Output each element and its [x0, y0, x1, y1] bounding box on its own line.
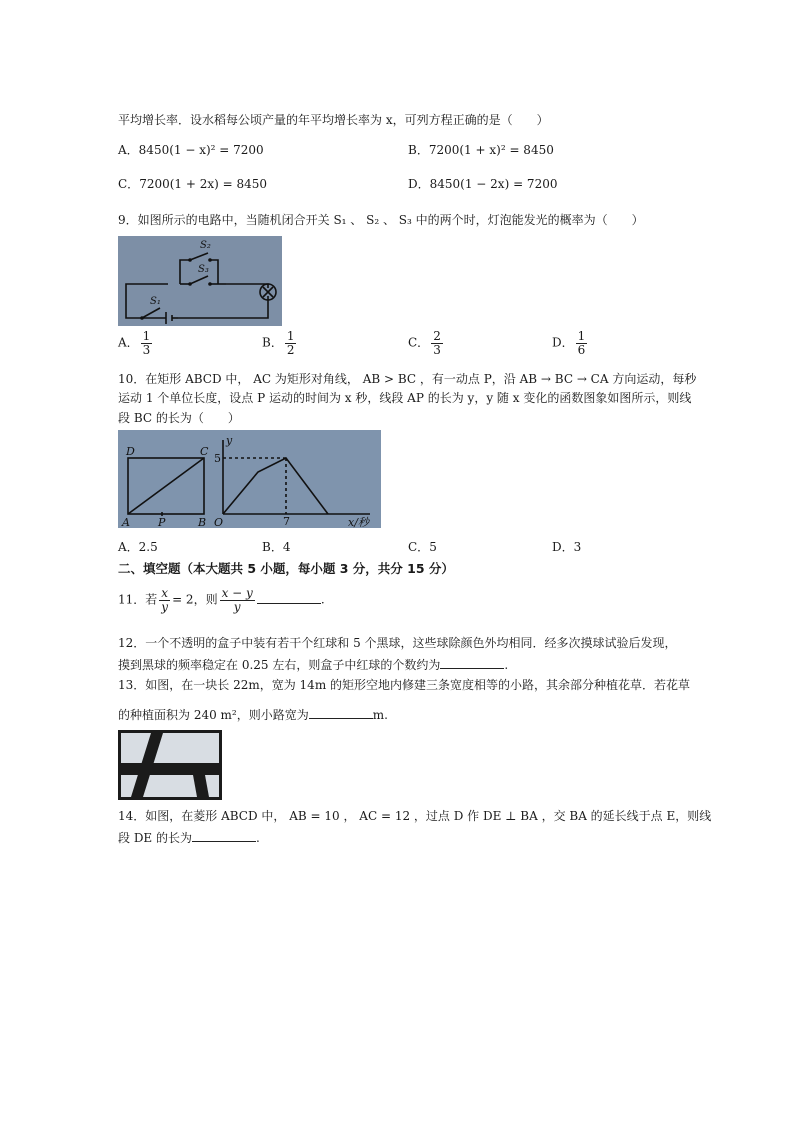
q12-answer-blank[interactable] — [440, 656, 504, 669]
rectangle-and-graph — [118, 430, 381, 528]
q10-option-c[interactable] — [408, 538, 437, 555]
q8-option-b[interactable] — [408, 141, 554, 158]
q11-answer-blank[interactable] — [257, 591, 321, 604]
option-fraction: $\frac{1}{3}$ — [142, 329, 151, 357]
q9-option-a[interactable] — [118, 330, 154, 356]
label-y-axis: y — [226, 434, 233, 447]
option-label: B． — [262, 540, 283, 554]
option-label: A． — [118, 143, 139, 157]
option-fraction: $\frac{1}{2}$ — [286, 329, 295, 357]
circuit-figure — [118, 236, 282, 326]
q12-line2-text: 摸到黑球的频率稳定在 0.25 左右，则盒子中红球的个数约为 — [118, 658, 441, 672]
option-label: C． — [408, 335, 430, 350]
option-text: 4 — [282, 540, 291, 554]
s2-label: S₂ — [200, 240, 211, 251]
q10-stem-line1: 10．在矩形 ABCD 中， AC 为矩形对角线， AB > BC ，有一动点 P，沿 AB → BC → CA 方向运动，每秒 — [118, 372, 697, 386]
q9-option-b[interactable] — [262, 330, 298, 356]
label-b: B — [198, 516, 207, 528]
q10-option-d[interactable] — [552, 538, 581, 555]
label-c: C — [200, 445, 209, 458]
option-text: 3 — [573, 540, 582, 554]
q8-stem-continuation: 平均增长率．设水稻每公顷产量的年平均增长率为 x，可列方程正确的是（ ） — [118, 113, 549, 127]
option-text: 5 — [429, 540, 437, 554]
option-label: D． — [408, 177, 430, 191]
q10-stem-line3: 段 BC 的长为（ ） — [118, 411, 240, 425]
q12-line1: 12．一个不透明的盒子中装有若干个红球和 5 个黑球，这些球除颜色外均相同．经多次摸球试验后发现， — [118, 636, 677, 650]
option-label: D． — [552, 335, 574, 350]
q8-option-c[interactable] — [118, 175, 267, 192]
fraction-x-over-y: $\frac{x}{y}$ — [161, 586, 169, 614]
q8-option-d[interactable] — [408, 175, 557, 192]
label-tick-7: 7 — [283, 515, 290, 528]
option-text: 2.5 — [138, 540, 158, 554]
q11 — [118, 587, 325, 613]
q14-line2 — [118, 829, 260, 846]
s1-label: S₁ — [150, 296, 161, 307]
q12-period: . — [504, 658, 509, 672]
option-text: 8450(1 − x)² = 7200 — [138, 143, 264, 157]
label-tick-5: 5 — [214, 452, 221, 465]
q9-option-c[interactable] — [408, 330, 445, 356]
s3-label: S₃ — [198, 264, 209, 275]
option-text: 8450(1 − 2x) = 7200 — [429, 177, 558, 191]
q9-option-d[interactable] — [552, 330, 589, 356]
q10-stem-line2: 运动 1 个单位长度，设点 P 运动的时间为 x 秒，线段 AP 的长为 y，y 随 x 变化的函数图象如图所示，则线 — [118, 391, 692, 405]
q14-line1: 14．如图，在菱形 ABCD 中， AB = 10 ， AC = 12 ，过点 D 作 DE ⊥ BA ，交 BA 的延长线于点 E，则线 — [118, 809, 712, 823]
q13-line1: 13．如图，在一块长 22m，宽为 14m 的矩形空地内修建三条宽度相等的小路，其余部分种植花草．若花草 — [118, 678, 691, 692]
paths-diagram — [121, 733, 219, 797]
option-text: 7200(1 + 2x) = 8450 — [139, 177, 268, 191]
fraction-x-minus-y-over-y: $\frac{x - y}{y}$ — [221, 586, 253, 614]
q10-option-b[interactable] — [262, 538, 290, 555]
option-label: D． — [552, 540, 574, 554]
q8-option-a[interactable] — [118, 141, 264, 158]
q14-period: . — [256, 831, 260, 845]
q13-line2 — [118, 706, 388, 723]
option-label: C． — [118, 177, 140, 191]
section-heading: 二、填空题（本大题共 5 小题，每小题 3 分，共分 15 分） — [118, 561, 454, 576]
q9-stem: 9．如图所示的电路中，当随机闭合开关 S₁ 、 S₂ 、 S₃ 中的两个时，灯泡能发光的概率为（ ） — [118, 213, 644, 227]
option-label: B． — [408, 143, 429, 157]
q11-middle: = 2，则 — [172, 592, 218, 607]
circuit-diagram — [118, 236, 282, 326]
label-p: P — [158, 516, 166, 528]
label-x-axis: x/秒 — [348, 516, 369, 528]
q13-unit: m. — [372, 708, 388, 722]
q14-answer-blank[interactable] — [192, 829, 256, 842]
rectangle-graph-figure — [118, 430, 381, 528]
label-d: D — [126, 445, 135, 458]
q13-answer-blank[interactable] — [309, 706, 373, 719]
option-label: C． — [408, 540, 430, 554]
option-text: 7200(1 + x)² = 8450 — [428, 143, 554, 157]
q11-period: . — [320, 592, 325, 607]
q12-line2 — [118, 656, 508, 673]
label-a: A — [122, 516, 130, 528]
option-label: A． — [118, 540, 139, 554]
garden-paths-figure — [118, 730, 222, 800]
option-label: B． — [262, 335, 283, 350]
q10-option-a[interactable] — [118, 538, 158, 555]
label-origin: O — [214, 516, 224, 528]
option-fraction: $\frac{2}{3}$ — [433, 329, 441, 357]
q14-line2-text: 段 DE 的长为 — [118, 831, 193, 845]
q13-line2-text: 的种植面积为 240 m²，则小路宽为 — [118, 708, 309, 722]
option-label: A． — [118, 335, 139, 350]
option-fraction: $\frac{1}{6}$ — [577, 329, 586, 357]
q11-prefix: 11．若 — [118, 592, 158, 607]
